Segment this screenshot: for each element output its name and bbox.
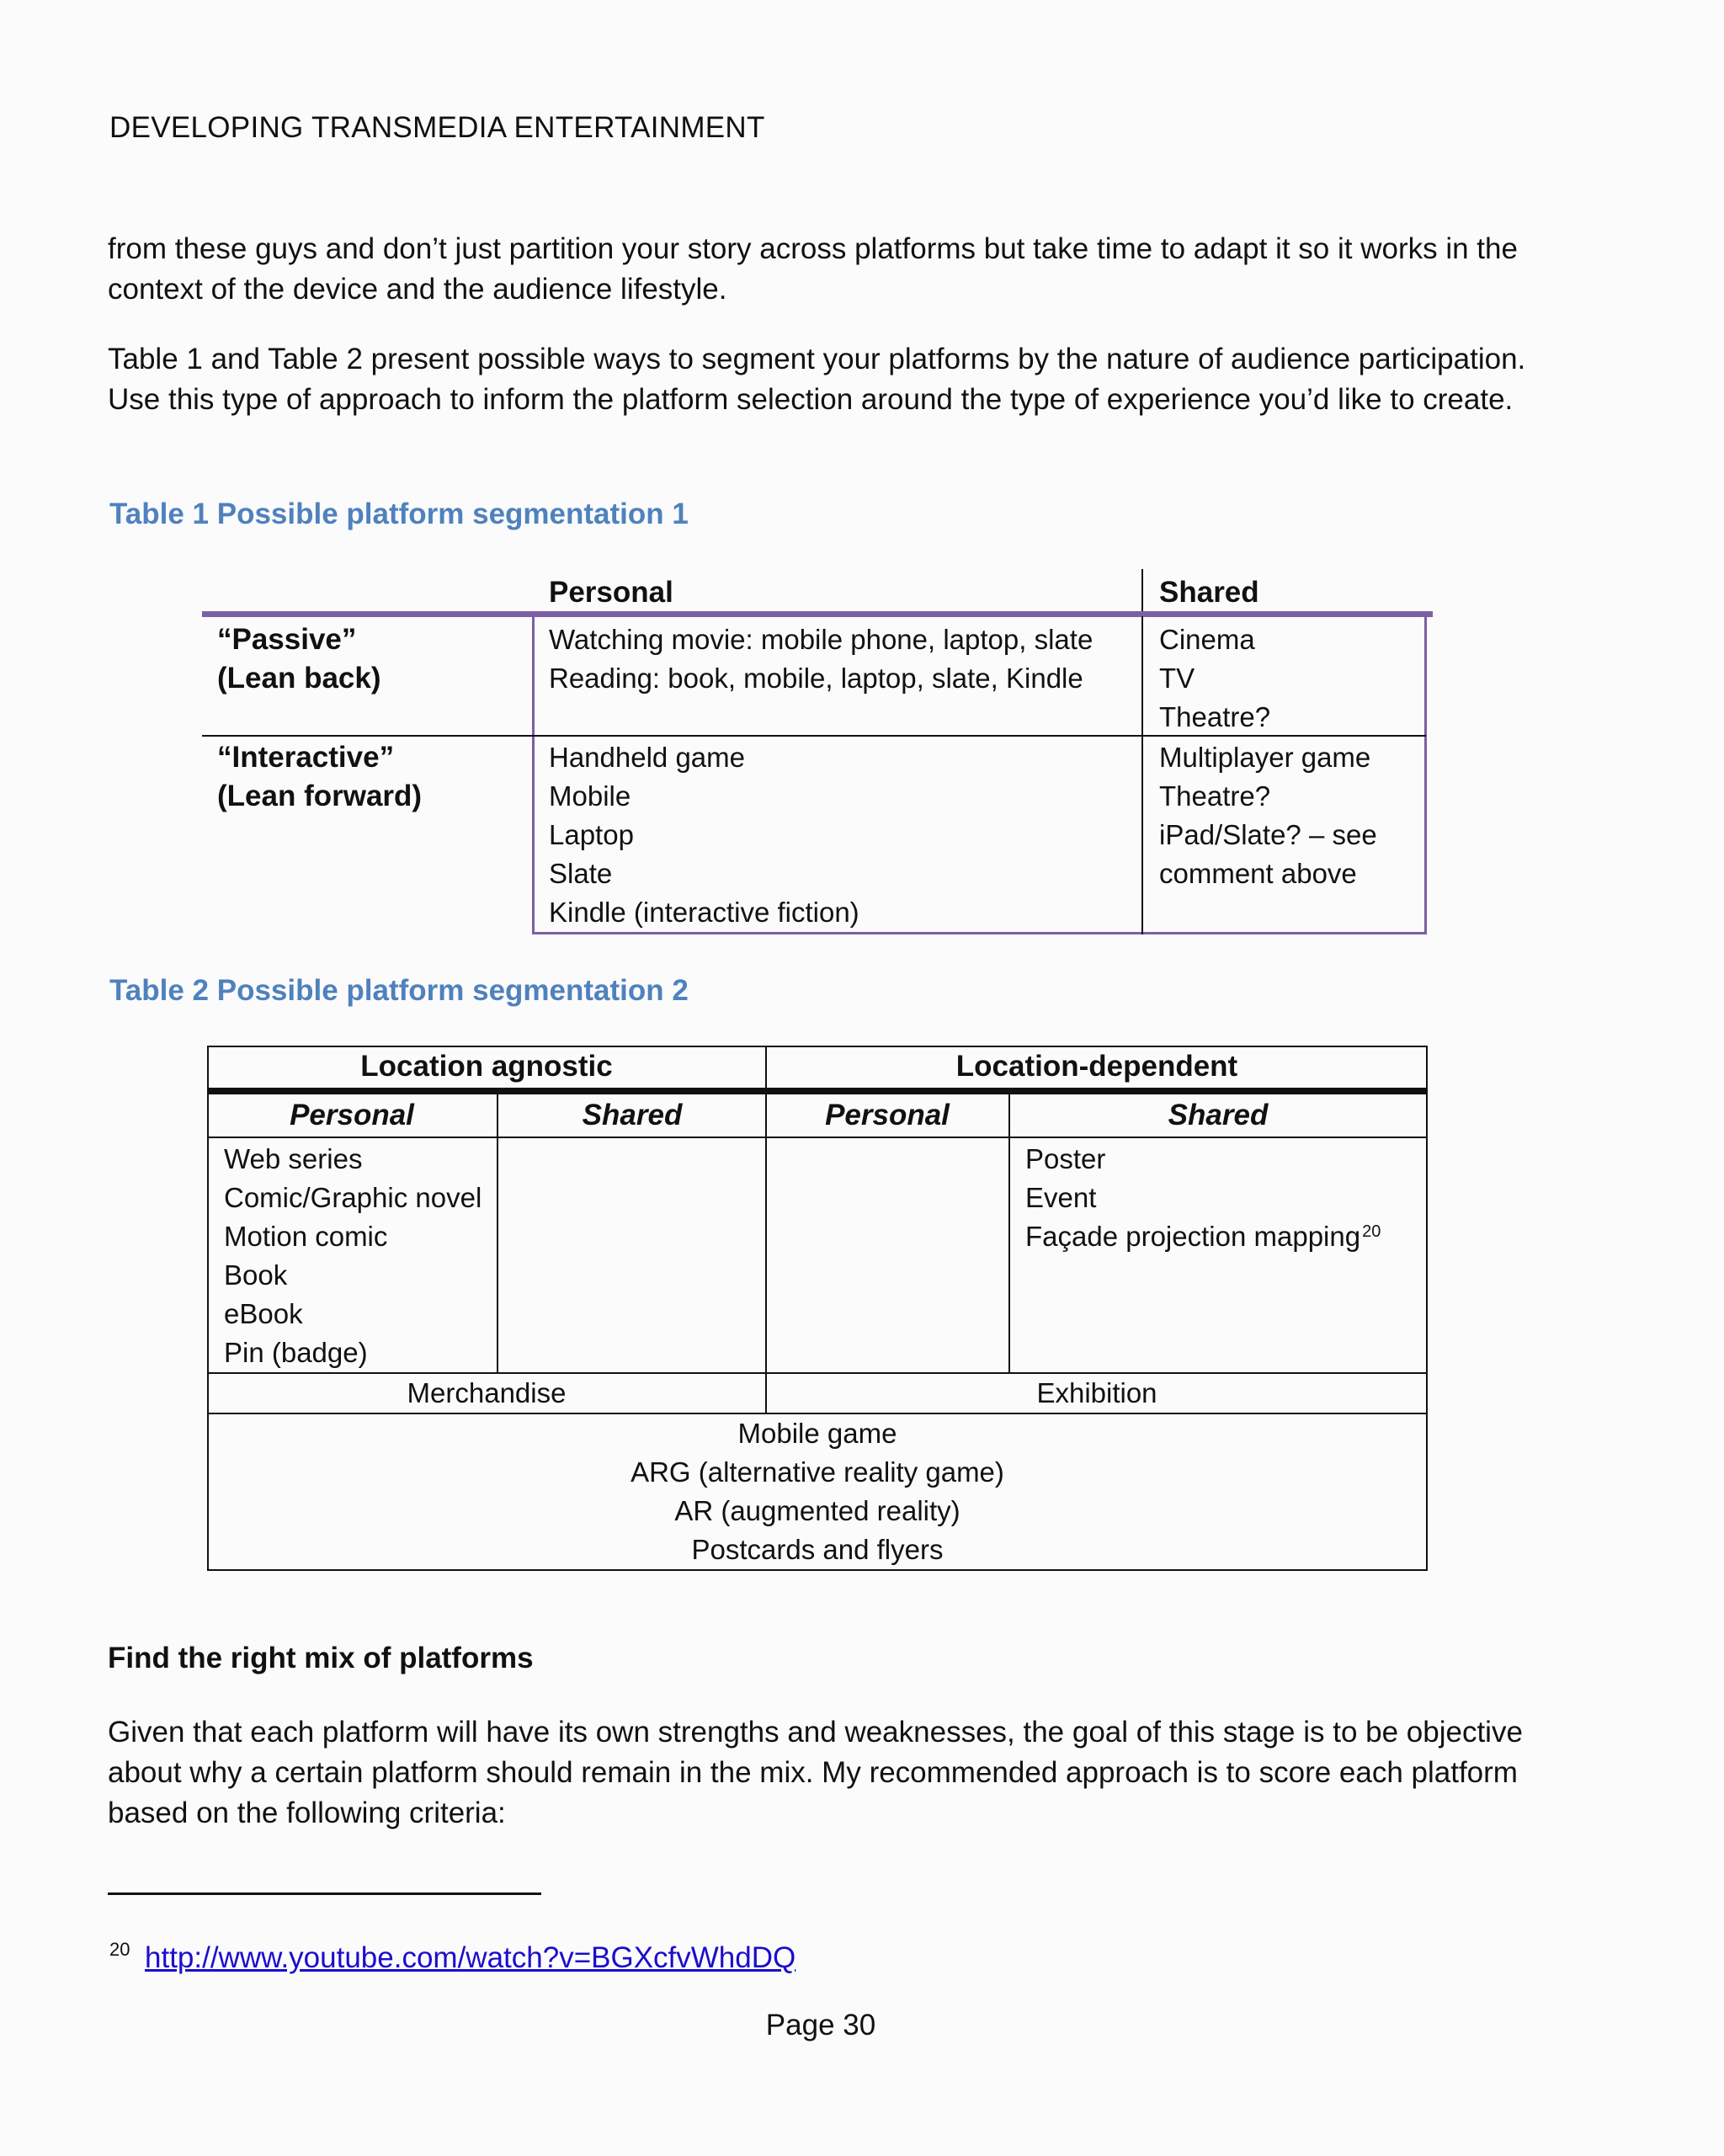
paragraph-criteria: Given that each platform will have its own strengths and weaknesses, the goal of this stage is to be objective about why a certain platform should remain in the mix. My recommended approach is to score each platform based on the following criteria:	[108, 1716, 1523, 1829]
table2-subheader-agnostic-shared: Shared	[582, 1099, 683, 1131]
table2-subheader-dependent-personal: Personal	[825, 1099, 950, 1131]
table1-cell-interactive-personal: Handheld game Mobile Laptop Slate Kindle (interactive fiction)	[549, 742, 859, 928]
table2-header-location-dependent: Location-dependent	[955, 1050, 1238, 1083]
table2-cell-all-platforms: Mobile game ARG (alternative reality game) AR (augmented reality) Postcards and flyers	[631, 1418, 1004, 1565]
table1-col-divider	[1141, 616, 1143, 934]
paragraph-intro: from these guys and don’t just partition your story across platforms but take time to adapt it so it works in the context of the device and the audience lifestyle.	[108, 232, 1518, 306]
table1-cell-interactive-shared: Multiplayer game Theatre? iPad/Slate? – see comment above	[1159, 742, 1377, 889]
table1-border	[1424, 616, 1427, 934]
footnote-marker: 20	[1362, 1222, 1381, 1241]
table1-row-interactive-label: “Interactive” (Lean forward)	[217, 741, 423, 812]
table1-cell-passive-shared: Cinema TV Theatre?	[1159, 624, 1271, 732]
table2-caption: Table 2 Possible platform segmentation 2	[109, 974, 689, 1007]
table2	[207, 1046, 1428, 1571]
table2-cell-merchandise: Merchandise	[407, 1377, 567, 1408]
table2-cell-dependent-shared: Poster Event Façade projection mapping $^{20}$	[1025, 1143, 1381, 1252]
table1-border	[532, 932, 1427, 934]
table1-border	[532, 616, 535, 934]
footnote-separator	[108, 1892, 541, 1895]
section-heading: Find the right mix of platforms	[108, 1642, 534, 1674]
table1-caption: Table 1 Possible platform segmentation 1	[109, 498, 689, 530]
table1-header-shared: Shared	[1159, 576, 1259, 609]
table1-header-divider	[1141, 569, 1143, 616]
table2-subheader-dependent-shared: Shared	[1168, 1099, 1269, 1131]
footnote-number: 20	[109, 1939, 130, 1960]
footnote-link[interactable]: http://www.youtube.com/watch?v=BGXcfvWhdDQ	[145, 1941, 796, 1974]
table2-subheader-agnostic-personal: Personal	[290, 1099, 414, 1131]
table1-header-personal: Personal	[549, 576, 673, 609]
table2-border	[207, 1569, 1428, 1571]
table1-header-rule	[202, 611, 1433, 617]
running-header: DEVELOPING TRANSMEDIA ENTERTAINMENT	[109, 111, 765, 144]
table1	[202, 569, 1427, 934]
table2-header-rule	[207, 1088, 1428, 1094]
table2-cell-agnostic-personal: Web series Comic/Graphic novel Motion comic Book eBook Pin (badge)	[224, 1143, 482, 1368]
table1-cell-passive-personal: Watching movie: mobile phone, laptop, slate Reading: book, mobile, laptop, slate, Kindle	[549, 624, 1093, 694]
paragraph-tables-intro: Table 1 and Table 2 present possible ways to segment your platforms by the nature of audience participation. Use this type of approach to inform the platform selection around the type of experience you’d like to create.	[108, 343, 1526, 416]
table2-row-divider	[207, 1137, 1428, 1138]
table2-header-location-agnostic: Location agnostic	[360, 1050, 613, 1083]
table2-cell-exhibition: Exhibition	[1036, 1377, 1157, 1408]
page-number: Page 30	[765, 2009, 876, 2042]
table1-row-passive-label: “Passive” (Lean back)	[217, 623, 381, 695]
